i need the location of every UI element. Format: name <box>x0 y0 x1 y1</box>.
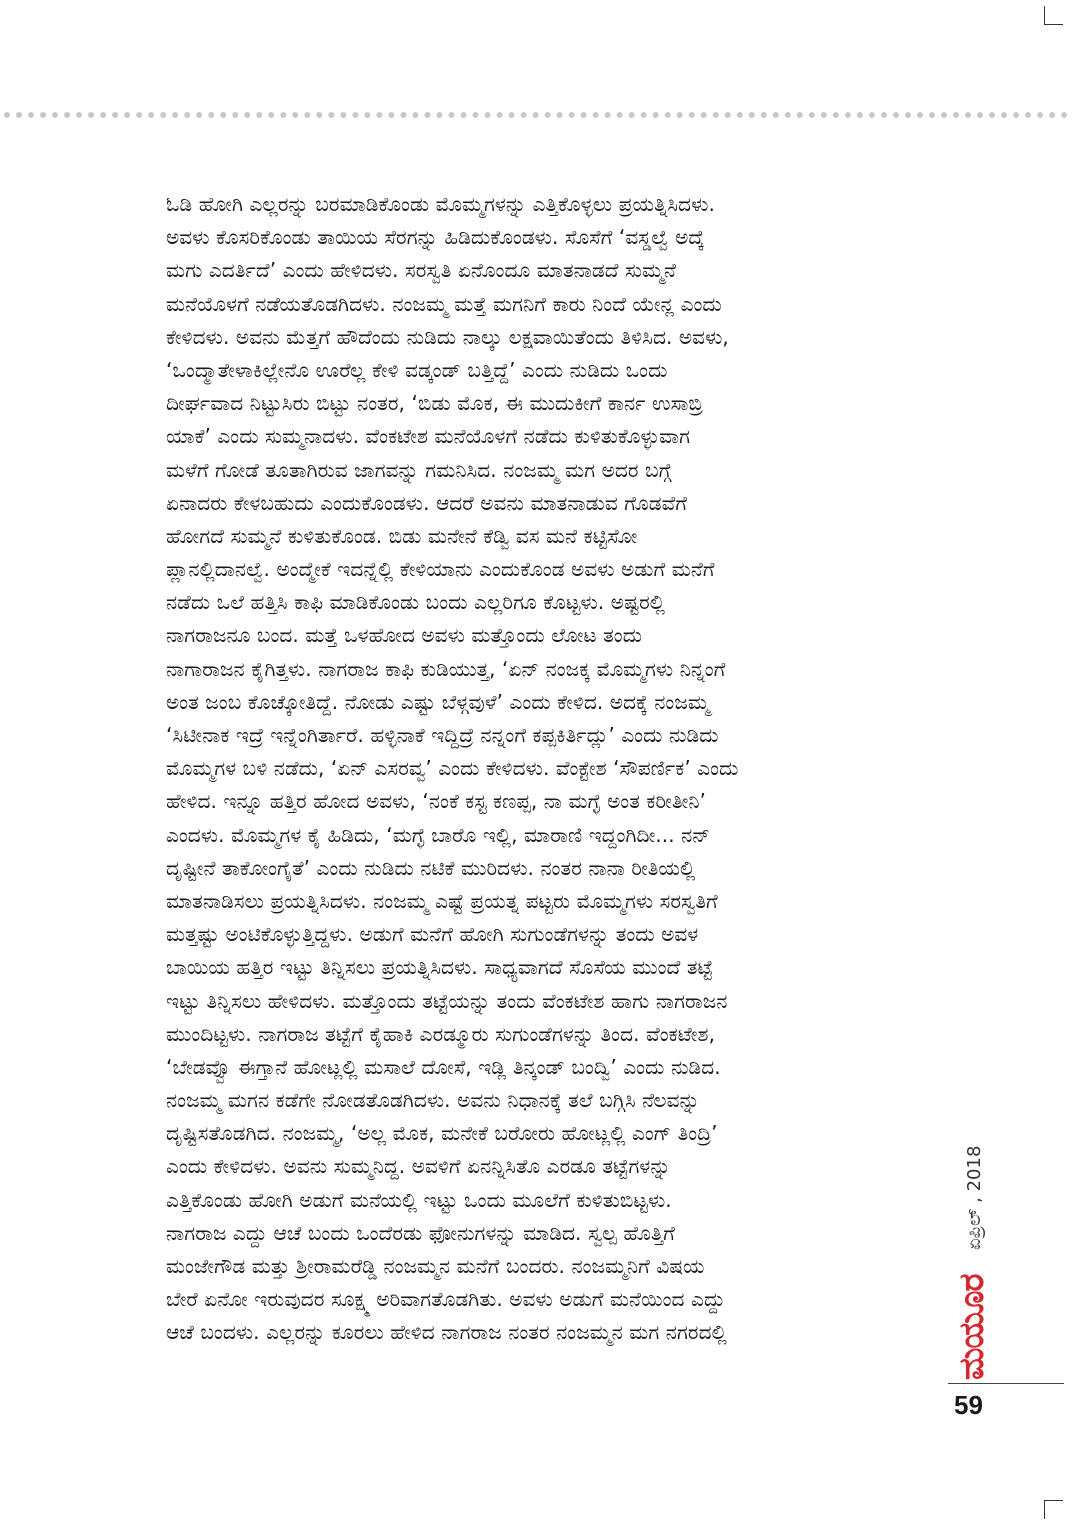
dotted-header-rule <box>4 112 1068 118</box>
magazine-logo: ಮಯೂರ <box>952 1274 992 1380</box>
article-line: ಮತ್ತಷ್ಟು ಅಂಟಿಕೊಳ್ಳುತ್ತಿದ್ದಳು. ಅಡುಗೆ ಮನೆಗೆ ಹೋಗಿ ಸುಗುಂಡೆಗಳನ್ನು ತಂದು ಅವಳ <box>166 922 699 947</box>
article-line: ಎಂದಳು. ಮೊಮ್ಮಗಳ ಕೈ ಹಿಡಿದು, ‘ಮಗ್ಳೆ ಬಾರೊ ಇಲ್ಲಿ, ಮಾರಾಣಿ ಇದ್ದಂಗಿದೀ... ನನ್ <box>166 822 711 847</box>
article-line: ‘ಸಿಟೀನಾಕ ಇದ್ರೆ ಇನ್ನೆಂಗಿರ್ತಾರೆ. ಹಳ್ಳಿನಾಕೆ ಇದ್ದಿದ್ರೆ ನನ್ನಂಗೆ ಕಪ್ಪಕಿರ್ತಿದ್ಲು’ ಎಂದು ನುಡಿದು <box>166 723 719 747</box>
article-line: ಮೊಮ್ಮಗಳ ಬಳಿ ನಡೆದು, ‘ಏನ್ ಎಸರವ್ವ’ ಎಂದು ಕೇಳಿದಳು. ವೆಂಕ್ಟೇಶ ‘ಸೌಪರ್ಣಿಕ’ ಎಂದು <box>166 756 739 781</box>
crop-mark-top <box>1044 6 1063 25</box>
article-line: ನಂಜಮ್ಮ ಮಗನ ಕಡೆಗೇ ನೋಡತೊಡಗಿದಳು. ಅವನು ನಿಧಾನಕ್ಕೆ ತಲೆ ಬಗ್ಗಿಸಿ ನೆಲವನ್ನು <box>166 1088 700 1113</box>
page-number: 59 <box>954 1390 983 1420</box>
article-line: ಆಚೆ ಬಂದಳು. ಎಲ್ಲರನ್ನು ಕೂರಲು ಹೇಳಿದ ನಾಗರಾಜ ನಂತರ ನಂಜಮ್ಮನ ಮಗ ನಗರದಲ್ಲಿ <box>166 1320 727 1345</box>
article-line: ಓಡಿ ಹೋಗಿ ಎಲ್ಲರನ್ನು ಬರಮಾಡಿಕೊಂಡು ಮೊಮ್ಮಗಳನ್ನು ಎತ್ತಿಕೊಳ್ಳಲು ಪ್ರಯತ್ನಿಸಿದಳು. <box>166 192 715 216</box>
article-line: ‘ಬೇಡವ್ವೊ ಈಗ್ತಾನೆ ಹೋಟ್ಲಲ್ಲಿ ಮಸಾಲೆ ದೋಸೆ, ಇಡ್ಲಿ ತಿನ್ಕಂಡ್ ಬಂದ್ವಿ’ ಎಂದು ನುಡಿದ. <box>166 1054 721 1079</box>
article-line: ಅವಳು ಕೊಸರಿಕೊಂಡು ತಾಯಿಯ ಸೆರಗನ್ನು ಹಿಡಿದುಕೊಂಡಳು. ಸೊಸೆಗೆ ‘ವಸ್ಡಲ್ವೆ ಅದ್ಕೆ <box>166 225 705 250</box>
article-line: ದೃಷ್ಟಿಸತೊಡಗಿದ. ನಂಜಮ್ಮ, ‘ಅಲ್ಲ ಮೊಕ, ಮನೇಕೆ ಬರೋರು ಹೋಟ್ಲಲ್ಲಿ ಎಂಗ್ ತಿಂದ್ರಿ’ <box>166 1121 718 1146</box>
article-line: ನಾಗರಾಜ ಎದ್ದು ಆಚೆ ಬಂದು ಒಂದೆರಡು ಫೋನುಗಳನ್ನು ಮಾಡಿದ. ಸ್ವಲ್ಪ ಹೊತ್ತಿಗೆ <box>166 1220 675 1245</box>
article-line: ಮಂಜೇಗೌಡ ಮತ್ತು ಶ್ರೀರಾಮರೆಡ್ಡಿ ನಂಜಮ್ಮನ ಮನೆಗೆ ಬಂದರು. ನಂಜಮ್ಮನಿಗೆ ವಿಷಯ <box>166 1254 705 1278</box>
article-line: ಬೇರೆ ಏನೋ ಇರುವುದರ ಸೂಕ್ಷ್ಮ ಅರಿವಾಗತೊಡಗಿತು. ಅವಳು ಅಡುಗೆ ಮನೆಯಿಂದ ಎದ್ದು <box>166 1287 726 1312</box>
article-line: ಬಾಯಿಯ ಹತ್ತಿರ ಇಟ್ಟು ತಿನ್ನಿಸಲು ಪ್ರಯತ್ನಿಸಿದಳು. ಸಾಧ್ಯವಾಗದೆ ಸೊಸೆಯ ಮುಂದೆ ತಟ್ಟೆ <box>166 955 713 980</box>
issue-date: ಏಪ್ರಿಲ್ , 2018 <box>964 1145 985 1250</box>
article-body <box>166 188 926 1350</box>
article-line: ಮಾತನಾಡಿಸಲು ಪ್ರಯತ್ನಿಸಿದಳು. ನಂಜಮ್ಮ ಎಷ್ಟೆ ಪ್ರಯತ್ನ ಪಟ್ಟರು ಮೊಮ್ಮಗಳು ಸರಸ್ವತಿಗೆ <box>166 888 718 913</box>
article-line: ನಾಗಾರಾಜನ ಕೈಗಿತ್ತಳು. ನಾಗರಾಜ ಕಾಫಿ ಕುಡಿಯುತ್ತ, ‘ಏನ್ ನಂಜಕ್ಕ ಮೊಮ್ಮಗಳು ನಿನ್ನಂಗೆ <box>166 656 726 681</box>
article-line: ದೀರ್ಘವಾದ ನಿಟ್ಟುಸಿರು ಬಿಟ್ಟು ನಂತರ, ‘ಬಿಡು ಮೊಕ, ಈ ಮುದುಕೀಗೆ ಕಾರ್ನ ಉಸಾಬ್ರಿ <box>166 391 703 416</box>
article-line: ಮನೆಯೊಳಗೆ ನಡೆಯತೊಡಗಿದಳು. ನಂಜಮ್ಮ ಮತ್ತೆ ಮಗನಿಗೆ ಕಾರು ನಿಂದೆ ಯೇನ್ಲ ಎಂದು <box>166 291 722 316</box>
article-line: ಎತ್ತಿಕೊಂಡು ಹೋಗಿ ಅಡುಗೆ ಮನೆಯಲ್ಲಿ ಇಟ್ಟು ಒಂದು ಮೂಲೆಗೆ ಕುಳಿತುಬಿಟ್ಟಳು. <box>166 1187 672 1212</box>
article-line: ಏನಾದರು ಕೇಳಬಹುದು ಎಂದುಕೊಂಡಳು. ಆದರೆ ಅವನು ಮಾತನಾಡುವ ಗೊಡವೆಗೆ <box>166 490 688 515</box>
article-line: ದೃಷ್ಟೀನೆ ತಾಕೋಂಗೈತೆ’ ಎಂದು ನುಡಿದು ನಟಿಕೆ ಮುರಿದಳು. ನಂತರ ನಾನಾ ರೀತಿಯಲ್ಲಿ <box>166 855 696 880</box>
article-line: ‘ಒಂದ್ಮಾತೇಳಾಕಿಲ್ಲೇನೊ ಊರೆಲ್ಲ ಕೇಳಿ ವಡ್ಕಂಡ್ ಬತ್ತಿದ್ದೆ’ ಎಂದು ನುಡಿದು ಒಂದು <box>166 357 668 382</box>
article-line: ಮಳೆಗೆ ಗೋಡೆ ತೂತಾಗಿರುವ ಜಾಗವನ್ನು ಗಮನಿಸಿದ. ನಂಜಮ್ಮ ಮಗ ಅದರ ಬಗ್ಗೆ <box>166 457 672 482</box>
article-line: ಪ್ಲಾನಲ್ಲಿದಾನಲ್ವೆ. ಅಂದ್ಮೇಕೆ ಇದನ್ನೆಲ್ಲಿ ಕೇಳಿಯಾನು ಎಂದುಕೊಂಡ ಅವಳು ಅಡುಗೆ ಮನೆಗೆ <box>166 557 715 582</box>
article-line: ಹೋಗದೆ ಸುಮ್ಮನೆ ಕುಳಿತುಕೊಂಡ. ಬಿಡು ಮನೇನೆ ಕೆಡ್ವಿ ವಸ ಮನೆ ಕಟ್ಟಿಸೋ <box>166 523 638 548</box>
article-line: ಅಂತ ಜಂಬ ಕೊಚ್ಕೋತಿದ್ದೆ. ನೋಡು ಎಷ್ಟು ಬೆಳ್ಗವುಳೆ’ ಎಂದು ಕೇಳಿದ. ಅದಕ್ಕೆ ನಂಜಮ್ಮ <box>166 689 710 714</box>
article-line: ಎಂದು ಕೇಳಿದಳು. ಅವನು ಸುಮ್ಮನಿದ್ದ. ಅವಳಿಗೆ ಏನನ್ನಿಸಿತೊ ಎರಡೂ ತಟ್ಟೆಗಳನ್ನು <box>166 1154 671 1179</box>
article-line: ಹೇಳಿದ. ಇನ್ನೂ ಹತ್ತಿರ ಹೋದ ಅವಳು, ‘ನಂಕೆ ಕಸ್ಟ ಕಣಪ್ಪ, ನಾ ಮಗ್ಳೆ ಅಂತ ಕರೀತೀನಿ’ <box>166 789 707 814</box>
article-line: ಮುಂದಿಟ್ಟಳು. ನಾಗರಾಜ ತಟ್ಟೆಗೆ ಕೈಹಾಕಿ ಎರಡ್ಮೂರು ಸುಗುಂಡೆಗಳನ್ನು ತಿಂದ. ವೆಂಕಟೇಶ, <box>166 1021 716 1046</box>
article-line: ಯಾಕೆ’ ಎಂದು ಸುಮ್ಮನಾದಳು. ವೆಂಕಟೇಶ ಮನೆಯೊಳಗೆ ನಡೆದು ಕುಳಿತುಕೊಳ್ಳುವಾಗ <box>166 424 691 449</box>
article-line: ಇಟ್ಟು ತಿನ್ನಿಸಲು ಹೇಳಿದಳು. ಮತ್ತೊಂದು ತಟ್ಟೆಯನ್ನು ತಂದು ವೆಂಕಟೇಶ ಹಾಗು ನಾಗರಾಜನ <box>166 988 728 1013</box>
article-line: ನಾಗರಾಜನೂ ಬಂದ. ಮತ್ತೆ ಒಳಹೋದ ಅವಳು ಮತ್ತೊಂದು ಲೋಟ ತಂದು <box>166 623 643 648</box>
page-number-rule <box>948 1383 1064 1384</box>
crop-mark-bottom <box>1044 1500 1063 1519</box>
article-line: ಮಗು ಎದರ್ತಿದೆ’ ಎಂದು ಹೇಳಿದಳು. ಸರಸ್ವತಿ ಏನೊಂದೂ ಮಾತನಾಡದೆ ಸುಮ್ಮನೆ <box>166 258 676 283</box>
article-line: ನಡೆದು ಒಲೆ ಹತ್ತಿಸಿ ಕಾಫಿ ಮಾಡಿಕೊಂಡು ಬಂದು ಎಲ್ಲರಿಗೂ ಕೊಟ್ಟಳು. ಅಷ್ಟರಲ್ಲಿ <box>166 590 666 615</box>
article-line: ಕೇಳಿದಳು. ಅವನು ಮೆತ್ತಗೆ ಹೌದೆಂದು ನುಡಿದು ನಾಲ್ಕು ಲಕ್ಷವಾಯಿತೆಂದು ತಿಳಿಸಿದ. ಅವಳು, <box>166 324 729 349</box>
